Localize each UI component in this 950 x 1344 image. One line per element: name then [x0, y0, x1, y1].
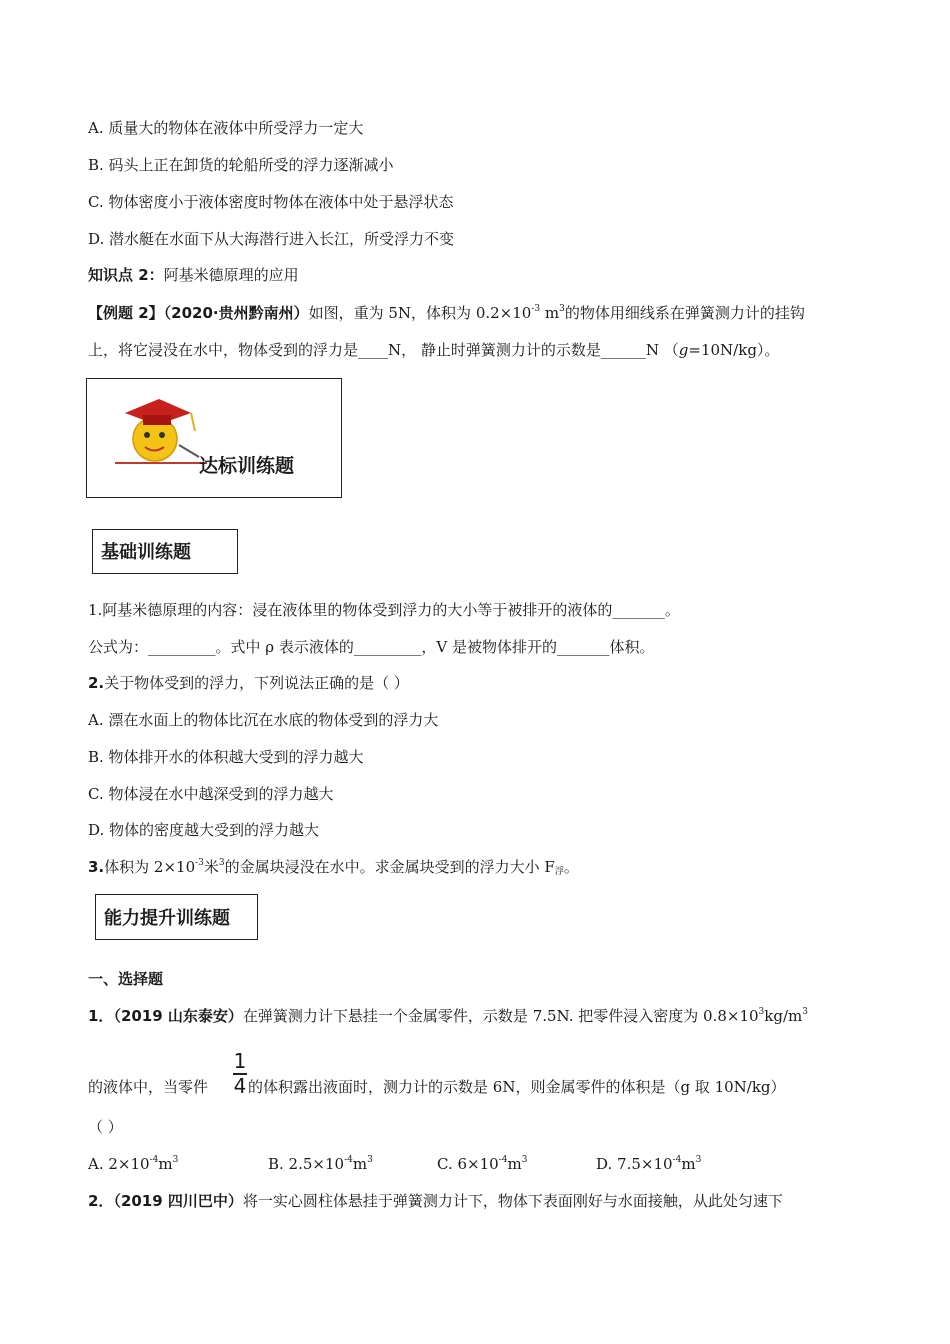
question-text: 。	[563, 858, 579, 876]
unit-text: m	[540, 304, 560, 322]
question-source: （2019 四川巴中）	[113, 1192, 243, 1210]
question-number: 3.	[88, 858, 105, 876]
choice-1-line2a: 的液体中，当零件	[88, 1078, 209, 1096]
choice-2-line1	[88, 1191, 783, 1211]
section-ability-box	[95, 894, 258, 940]
exponent: -4	[149, 1155, 159, 1165]
choice-1-line2b: 的体积露出液面时，测力计的示数是 6N，则金属零件的体积是（g 取 10N/kg）	[248, 1078, 786, 1096]
option-text: D. 7.5×10	[596, 1155, 673, 1173]
section-basic-box	[92, 529, 238, 574]
question-text: 的金属块浸没在水中。求金属块受到的浮力大小 F	[224, 858, 555, 876]
question-text: 体积为 2×10	[104, 858, 196, 876]
option-text: A. 2×10	[88, 1155, 150, 1173]
choice-1-option-d	[596, 1154, 701, 1174]
choice-1-line1	[88, 1006, 808, 1026]
question-number: 2.	[88, 674, 105, 692]
unit-text: kg/m	[764, 1007, 803, 1025]
option-d: D. 潜水艇在水面下从大海潜行进入长江，所受浮力不变	[88, 230, 455, 248]
basic-q3	[88, 857, 579, 877]
exponent: 3	[367, 1155, 373, 1165]
exponent: -4	[498, 1155, 508, 1165]
basic-q2-a: A. 漂在水面上的物体比沉在水底的物体受到的浮力大	[88, 711, 439, 729]
question-text: 将一实心圆柱体悬挂于弹簧测力计下，物体下表面刚好与水面接触，从此处匀速下	[242, 1192, 783, 1210]
exponent: 3	[559, 304, 565, 314]
example-text: =10N/kg）。	[688, 341, 780, 359]
exponent: 3	[172, 1155, 179, 1165]
banner-underline	[115, 462, 207, 464]
knowledge-text: 阿基米德原理的应用	[163, 266, 299, 284]
knowledge-label: 知识点 2：	[88, 266, 164, 284]
question-source: （2019 山东泰安）	[113, 1007, 243, 1025]
basic-q2-b: B. 物体排开水的体积越大受到的浮力越大	[88, 748, 364, 766]
option-text: C. 6×10	[437, 1155, 499, 1173]
exponent: -4	[672, 1155, 682, 1165]
fraction-denominator: 4	[233, 1074, 247, 1098]
basic-q1-line2: 公式为：_________。式中 ρ 表示液体的_________，V 是被物体排开的_______体积。	[88, 638, 655, 656]
option-text: B. 2.5×10	[268, 1155, 345, 1173]
fraction-numerator: 1	[233, 1049, 247, 1073]
unit-text: m	[158, 1155, 173, 1173]
g-symbol: g	[678, 341, 689, 359]
exponent: 3	[802, 1007, 808, 1017]
example-source: （2020·贵州黔南州）	[163, 304, 309, 322]
unit-text: m	[507, 1155, 522, 1173]
option-c: C. 物体密度小于液体密度时物体在液体中处于悬浮状态	[88, 193, 454, 211]
choice-heading: 一、选择题	[88, 970, 164, 988]
banner-box	[86, 378, 342, 498]
choice-1-option-b	[268, 1154, 373, 1174]
option-a: A. 质量大的物体在液体中所受浮力一定大	[88, 119, 364, 137]
question-number: 2．	[88, 1192, 114, 1210]
exponent: 3	[695, 1155, 702, 1165]
choice-1-paren: （ ）	[88, 1118, 123, 1136]
example-text: 上，将它浸没在水中，物体受到的浮力是____N， 静止时弹簧测力计的示数是______N （	[88, 341, 679, 359]
exponent: 3	[521, 1155, 528, 1165]
banner-title: 达标训练题	[199, 455, 295, 477]
question-text: 在弹簧测力计下悬挂一个金属零件，示数是 7.5N. 把零件浸入密度为 0.8×10	[242, 1007, 759, 1025]
exponent: 3	[758, 1007, 765, 1017]
subscript: 浮	[554, 867, 564, 877]
exponent: 3	[218, 858, 225, 868]
section-basic-title: 基础训练题	[101, 542, 191, 563]
knowledge-point	[88, 265, 299, 285]
unit-text: m	[352, 1155, 368, 1173]
example-label: 【例题 2】	[88, 304, 164, 322]
option-b: B. 码头上正在卸货的轮船所受的浮力逐渐减小	[88, 156, 394, 174]
question-number: 1．	[88, 1007, 114, 1025]
exponent: -3	[531, 304, 541, 314]
unit-text: m	[681, 1155, 696, 1173]
exponent: -4	[344, 1155, 353, 1165]
exponent: -3	[195, 858, 204, 868]
basic-q2-c: C. 物体浸在水中越深受到的浮力越大	[88, 785, 334, 803]
example-text: 如图，重为 5N，体积为 0.2×10	[308, 304, 532, 322]
choice-1-option-a	[88, 1154, 178, 1174]
example-2-line1	[88, 303, 805, 323]
example-2-line2	[88, 340, 779, 360]
question-text: 米	[203, 858, 219, 876]
section-ability-title: 能力提升训练题	[104, 908, 230, 929]
basic-q2-stem	[88, 673, 409, 693]
question-stem: 关于物体受到的浮力，下列说法正确的是（ ）	[104, 674, 409, 692]
basic-q2-d: D. 物体的密度越大受到的浮力越大	[88, 821, 320, 839]
example-text: 的物体用细线系在弹簧测力计的挂钩	[564, 304, 805, 322]
choice-1-option-c	[437, 1154, 527, 1174]
basic-q1-line1: 1.阿基米德原理的内容：浸在液体里的物体受到浮力的大小等于被排开的液体的_______。	[88, 601, 680, 619]
